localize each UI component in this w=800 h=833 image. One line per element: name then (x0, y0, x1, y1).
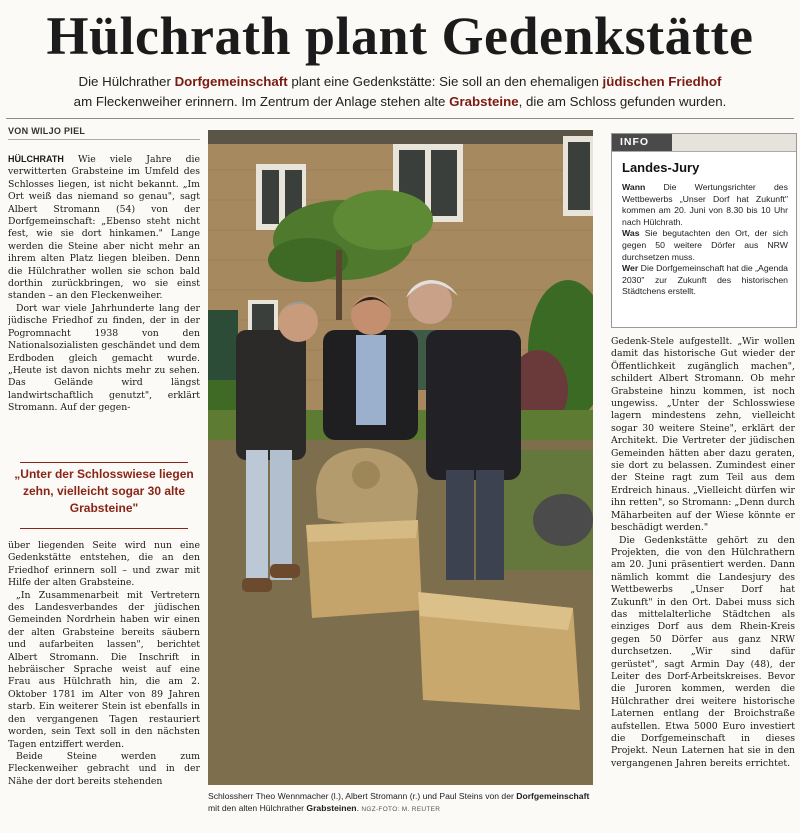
photo-illustration (208, 130, 593, 785)
info-item-text: Sie begutachten den Ort, der sich gegen 50 weitere Dörfer aus NRW durchsetzen muss. (622, 228, 788, 262)
pullquote: „Unter der Schlosswiese liegen zehn, vielleicht sogar 30 alte Grabsteine" (14, 467, 194, 515)
deck-keyword: jüdischen Friedhof (602, 74, 722, 89)
article-column-1-bottom (8, 540, 200, 830)
info-item-label: Wer (622, 263, 639, 274)
paragraph: „In Zusammenarbeit mit Vertretern des Landesverbandes der jüdischen Gemeinden Nordrhein haben wir einen der alten Grabsteine bereits säubern und aufarbeiten lassen", berichtet Albert Stromann. Die Inschrift in hebräischer Sprache weist auf eine Frau aus Hülchrath hin, die am 2. Oktober 1781 im Alter von 89 Jahren starb. Ein weiterer Stein ist ebenfalls in den vergangenen Tagen restauriert worden, sein Text soll in den nächsten Tagen entziffert werden. (8, 589, 200, 750)
caption-keyword: Grabsteinen (306, 803, 357, 813)
info-label: INFO (612, 134, 672, 151)
pullquote-rule-bottom (20, 528, 188, 529)
article-column-1-top (8, 153, 200, 459)
info-box (611, 133, 797, 328)
paragraph: Dort war viele Jahrhunderte lang der jüdische Friedhof zu finden, der in der Pogromnacht 1938 von den Nationalsozialisten geschändet und dem Erdboden gleich gemacht wurde. „Heute ist davon nichts mehr zu sehen. Das Gelände wird längst landwirtschaftlich genutzt", erklärt Stromann. Auf der gegen- (8, 302, 200, 414)
deck-text: plant eine Gedenkstätte: Sie soll an den ehemaligen (287, 74, 603, 89)
rock (533, 494, 593, 546)
deck-text: , die am Schloss gefunden wurden. (518, 94, 727, 109)
info-item-wann (622, 182, 788, 228)
caption-keyword: Dorfgemeinschaft (516, 791, 590, 801)
info-item-was (622, 228, 788, 263)
dateline: HÜLCHRATH (8, 154, 64, 164)
paragraph (8, 153, 200, 303)
info-header (612, 134, 796, 152)
paragraph: über liegenden Seite wird nun eine Gedenkstätte entstehen, die an den Friedhof erinnern soll – und zwar mit Hilfe der alten Grabsteine. (8, 540, 200, 589)
byline: VON WILJO PIEL (8, 126, 86, 136)
deck-text: am Fleckenweiher erinnern. Im Zentrum der Anlage stehen alte (73, 94, 450, 109)
caption-text: Schlossherr Theo Wennmacher (l.), Albert Stromann (r.) und Paul Steins von der (208, 791, 517, 801)
paragraph: Beide Steine werden zum Fleckenweiher gebracht und in der Nähe der dort bereits stehenden (8, 750, 200, 787)
caption-text: mit den alten Hülchrather (208, 803, 307, 813)
info-title: Landes-Jury (622, 160, 700, 175)
window-right (563, 136, 593, 216)
info-item-wer (622, 263, 788, 298)
deck-text: Die Hülchrather (78, 74, 175, 89)
paragraph: Die Gedenkstätte gehört zu den Projekten, die von den Hülchrathern am 20. Juni präsentiert werden. Dann nämlich kommt die Landesjury des Wettbewerbs „Unser Dorf hat Zukunft" in den Ort. Dabei muss sich das mittelalterliche Städtchen als einziges Dorf aus dem Rhein-Kreis gegen 50 Dörfer aus ganz NRW durchsetzen. „Wir sind dafür gerüstet", sagt Armin Day (48), der Leiter des Dorf-Arbeitskreises. Bevor die Juroren kommen, werden die Hülchrather drei weitere historische Laternen entlang der Broichstraße aufstellen. Etwa 5000 Euro investiert die Dorfgemeinschaft in dieses Projekt. Neun Laternen hat sie in den vergangenen Jahren bereits errichtet. (611, 534, 795, 769)
gravestone-block-right (418, 592, 580, 710)
photo-credit: NGZ-FOTO: M. REUTER (361, 806, 441, 813)
pullquote-rule-top (20, 462, 188, 463)
caption-text: . (356, 803, 359, 813)
deck-keyword: Grabsteine (449, 94, 519, 109)
roof-edge (208, 130, 593, 144)
headline: Hülchrath plant Gedenkstätte (46, 6, 754, 66)
deck-keyword: Dorfgemeinschaft (174, 74, 288, 89)
gravestone-block-left (306, 520, 422, 618)
info-item-text: Die Wertungsrichter des Wettbewerbs „Unser Dorf hat Zukunft" kommen am 20. Juni von 8.30 bis 10 Uhr nach Hülchrath. (622, 182, 788, 227)
info-item-text: Die Dorfgemeinschaft hat die „Agenda 2030" zur Zukunft des historischen Städtchens erstellt. (622, 263, 788, 297)
news-photo (208, 130, 593, 785)
photo-caption (208, 790, 593, 816)
info-item-label: Was (622, 228, 640, 239)
article-column-3 (611, 336, 795, 830)
byline-divider (8, 139, 200, 140)
info-body (622, 182, 788, 298)
headline-divider (6, 118, 794, 119)
info-item-label: Wann (622, 182, 646, 192)
article-deck (40, 72, 760, 112)
paragraph-text: Wie viele Jahre die verwitterten Grabsteine im Umfeld des Schlosses liegen, ist nicht bekannt. „Im Ort weiß das niemand so genau", sagt Albert Stromann (54) von der Dorfgemeinschaft: „Ebenso steht nicht fest, wie sie dort hinkamen." Lange werden die Steine aber nicht mehr an ihrem alten Platz liegen bleiben. Denn die Hülchrather wollen sie schon bald dorthin zurückbringen, wo sie einst standen – an den Fleckenweiher. (8, 154, 200, 302)
paragraph: Gedenk-Stele aufgestellt. „Wir wollen damit das historische Gut wieder der Öffentlichkeit zugänglich machen", schildert Albert Stromann. Ob mehr Grabsteine hinzu kommen, ist noch ungewiss. „Unter der Schlosswiese lagern mindestens zehn, vielleicht sogar 30 weitere Steine", erklärt der Architekt. Die Vertreter der jüdischen Gemeinden hätten aber dazu geraten, sie dort zu belassen. Zumindest einer der Steine ragt zum Teil aus dem Erdreich hinaus. „Vielleicht dürfen wir ihn retten", so Stromann: „Denn durch Mäharbeiten auf der Wiese könnte er beschädigt werden." (611, 336, 795, 534)
